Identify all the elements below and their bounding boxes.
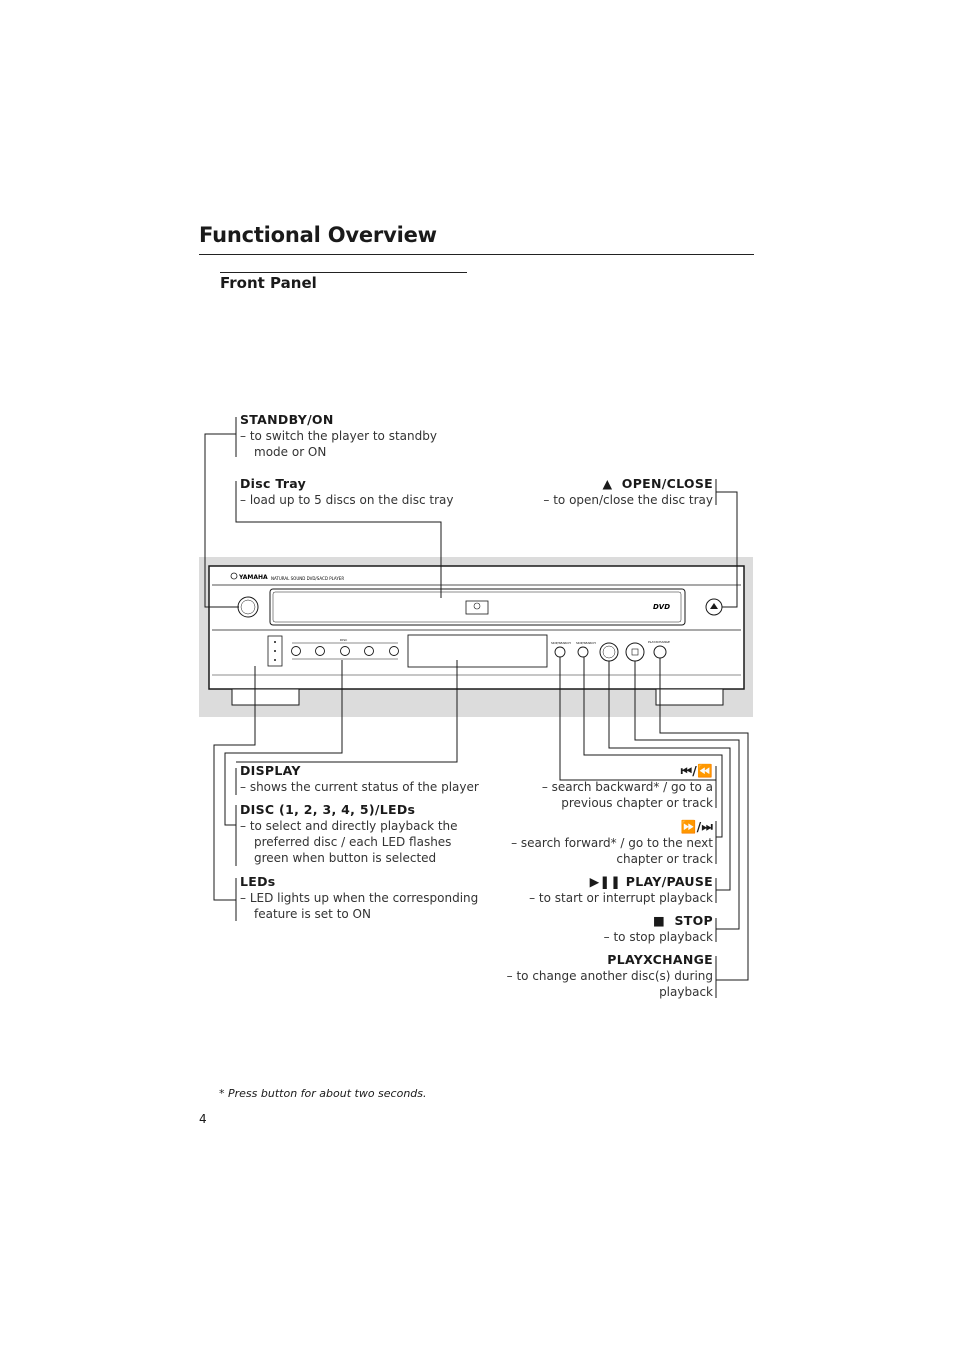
disc-tray <box>270 589 685 625</box>
play-pause-icon: ▶❚❚ <box>589 874 622 889</box>
disc-text: DISC <box>340 638 348 642</box>
prev-callout <box>490 763 713 811</box>
leds-callout <box>240 874 480 922</box>
prev-button <box>555 647 565 657</box>
dvd-logo: DVD <box>653 603 671 611</box>
standby-callout <box>240 412 470 460</box>
next-heading: / <box>696 819 702 834</box>
skip-forward-icon: ⏭ <box>701 819 713 834</box>
playxchange-heading: PLAYXCHANGE <box>607 952 713 967</box>
standby-heading: STANDBY/ON <box>240 412 334 427</box>
disc-2-button <box>316 647 325 656</box>
play-pause-button <box>600 643 618 661</box>
left-foot <box>232 689 299 705</box>
rewind-icon: ⏪ <box>697 763 713 778</box>
play-pause-desc: – to start or interrupt playback <box>529 891 713 905</box>
device-body <box>209 566 744 689</box>
standby-desc: – to switch the player to standby mode or ON <box>240 429 437 459</box>
disc-tray-callout <box>240 476 470 508</box>
open-close-heading: OPEN/CLOSE <box>621 476 713 491</box>
eject-icon: ▲ <box>602 476 613 491</box>
playxchange-text: PLAYXCHANGE <box>648 640 670 644</box>
disc-tray-heading: Disc Tray <box>240 476 307 491</box>
stop-button <box>626 643 644 661</box>
next-button <box>578 647 588 657</box>
prev-heading: / <box>692 763 698 778</box>
brand-logo: YAMAHA <box>239 574 268 581</box>
page-title: Functional Overview <box>199 223 437 247</box>
display-desc: – shows the current status of the player <box>240 780 479 794</box>
disc-leds-desc: – to select and directly playback the preferred disc / each LED flashes green when button is selected <box>240 819 458 865</box>
next-heading-row <box>490 819 713 835</box>
open-close-callout <box>490 476 713 508</box>
display-callout <box>240 763 480 795</box>
play-pause-heading-row <box>490 874 713 890</box>
display-window <box>408 635 547 667</box>
playxchange-desc: – to change another disc(s) during playback <box>506 969 713 999</box>
next-desc: – search forward* / go to the next chapter or track <box>511 836 713 866</box>
page-number: 4 <box>199 1112 207 1126</box>
play-pause-heading: PLAY/PAUSE <box>625 874 713 889</box>
playxchange-button <box>654 646 666 658</box>
right-foot <box>656 689 723 705</box>
disc-5-button <box>390 647 399 656</box>
disc-4-button <box>365 647 374 656</box>
stop-callout <box>490 913 713 945</box>
open-close-desc: – to open/close the disc tray <box>543 493 713 507</box>
skip-back-text: SKIP/SEARCH <box>551 641 571 645</box>
next-callout <box>490 819 713 867</box>
disc-leds-callout <box>240 802 480 866</box>
section-title: Front Panel <box>220 274 317 292</box>
leds-desc: – LED lights up when the corresponding feature is set to ON <box>240 891 479 921</box>
play-pause-callout <box>490 874 713 906</box>
skip-fwd-text: SKIP/SEARCH <box>576 641 596 645</box>
model-text: NATURAL SOUND DVD/SACD PLAYER <box>271 576 345 581</box>
open-close-heading-row <box>490 476 713 492</box>
leds-heading: LEDs <box>240 874 276 889</box>
fast-forward-icon: ⏩ <box>680 819 697 834</box>
disc-3-button <box>341 647 350 656</box>
skip-back-icon: ⏮ <box>680 763 693 778</box>
display-heading: DISPLAY <box>240 763 301 778</box>
stop-heading-row <box>490 913 713 929</box>
prev-heading-row <box>490 763 713 779</box>
stop-desc: – to stop playback <box>603 930 713 944</box>
stop-heading: STOP <box>674 913 713 928</box>
playxchange-callout <box>490 952 713 1000</box>
disc-1-button <box>292 647 301 656</box>
footnote: * Press button for about two seconds. <box>219 1087 427 1100</box>
disc-leds-heading: DISC (1, 2, 3, 4, 5)/LEDs <box>240 802 416 817</box>
disc-tray-desc: – load up to 5 discs on the disc tray <box>240 493 454 507</box>
prev-desc: – search backward* / go to a previous chapter or track <box>541 780 713 810</box>
stop-icon: ■ <box>653 913 666 928</box>
